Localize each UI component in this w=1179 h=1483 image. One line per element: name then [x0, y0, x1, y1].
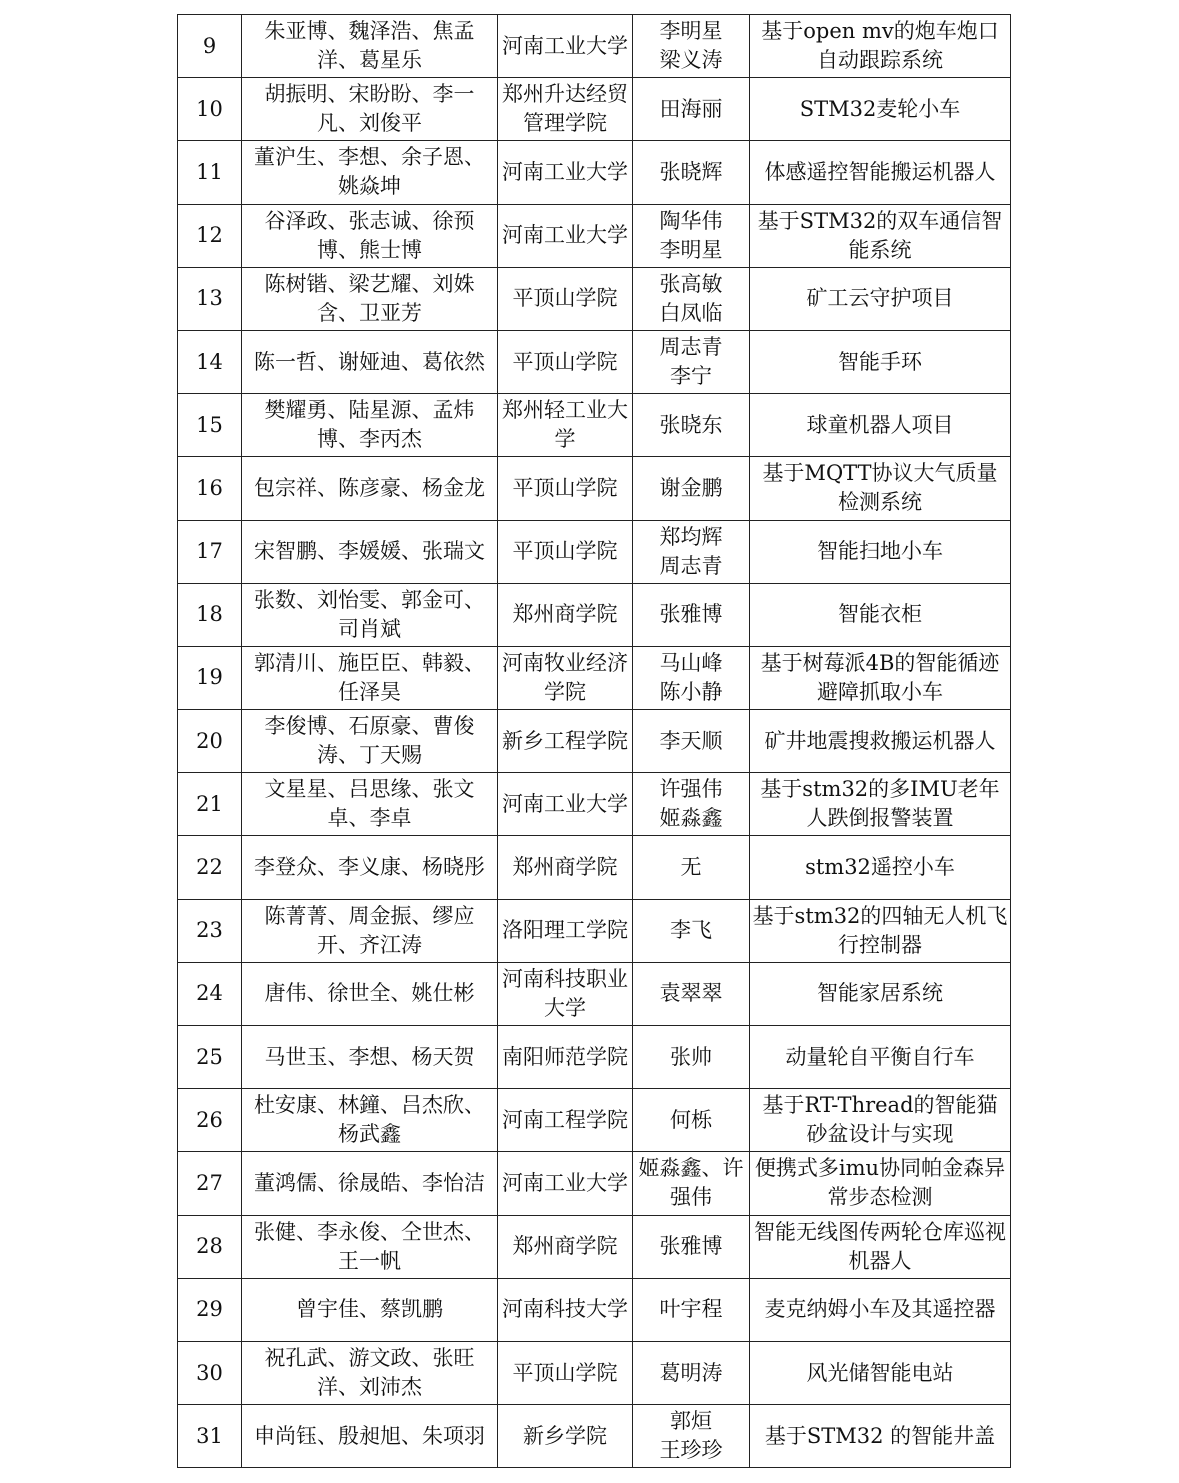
team-members-cell: 曾宇佳、蔡凯鹏 — [242, 1278, 498, 1341]
school-cell: 河南工业大学 — [498, 1152, 633, 1215]
project-name-cell: 智能扫地小车 — [750, 520, 1011, 583]
table-row — [178, 1026, 1011, 1089]
advisor-cell: 何栎 — [633, 1089, 750, 1152]
team-members-cell: 文星星、吕思缘、张文卓、李卓 — [242, 773, 498, 836]
row-number-cell: 17 — [178, 520, 242, 583]
advisor-cell: 无 — [633, 836, 750, 899]
table-row — [178, 15, 1011, 78]
table-row — [178, 78, 1011, 141]
table-row — [178, 457, 1011, 520]
row-number-cell: 13 — [178, 267, 242, 330]
advisor-cell: 袁翠翠 — [633, 962, 750, 1025]
project-name-cell: 基于stm32的四轴无人机飞行控制器 — [750, 899, 1011, 962]
table-row — [178, 836, 1011, 899]
school-cell: 河南工业大学 — [498, 773, 633, 836]
project-name-cell: 基于RT-Thread的智能猫砂盆设计与实现 — [750, 1089, 1011, 1152]
school-cell: 郑州升达经贸管理学院 — [498, 78, 633, 141]
row-number-cell: 9 — [178, 15, 242, 78]
team-members-cell: 樊耀勇、陆星源、孟炜博、李丙杰 — [242, 394, 498, 457]
advisor-cell: 姬淼鑫、许强伟 — [633, 1152, 750, 1215]
project-name-cell: 基于stm32的多IMU老年人跌倒报警装置 — [750, 773, 1011, 836]
row-number-cell: 22 — [178, 836, 242, 899]
advisor-cell: 葛明涛 — [633, 1341, 750, 1404]
advisor-cell: 周志青 李宁 — [633, 330, 750, 393]
school-cell: 平顶山学院 — [498, 267, 633, 330]
team-members-cell: 郭清川、施臣臣、韩毅、任泽昊 — [242, 646, 498, 709]
school-cell: 平顶山学院 — [498, 520, 633, 583]
row-number-cell: 26 — [178, 1089, 242, 1152]
project-name-cell: 动量轮自平衡自行车 — [750, 1026, 1011, 1089]
project-name-cell: 智能手环 — [750, 330, 1011, 393]
advisor-cell: 叶宇程 — [633, 1278, 750, 1341]
team-members-cell: 董沪生、李想、余子恩、姚焱坤 — [242, 141, 498, 204]
row-number-cell: 30 — [178, 1341, 242, 1404]
table-row — [178, 330, 1011, 393]
row-number-cell: 24 — [178, 962, 242, 1025]
project-name-cell: 矿工云守护项目 — [750, 267, 1011, 330]
team-members-cell: 张健、李永俊、仝世杰、王一帆 — [242, 1215, 498, 1278]
school-cell: 洛阳理工学院 — [498, 899, 633, 962]
advisor-cell: 张雅博 — [633, 1215, 750, 1278]
school-cell: 河南工业大学 — [498, 141, 633, 204]
table-row — [178, 962, 1011, 1025]
advisor-cell: 郑均辉 周志青 — [633, 520, 750, 583]
row-number-cell: 12 — [178, 204, 242, 267]
team-members-cell: 宋智鹏、李媛媛、张瑞文 — [242, 520, 498, 583]
advisor-cell: 李飞 — [633, 899, 750, 962]
row-number-cell: 20 — [178, 710, 242, 773]
project-name-cell: 矿井地震搜救搬运机器人 — [750, 710, 1011, 773]
team-members-cell: 李俊博、石原豪、曹俊涛、丁天赐 — [242, 710, 498, 773]
school-cell: 河南工程学院 — [498, 1089, 633, 1152]
row-number-cell: 10 — [178, 78, 242, 141]
project-name-cell: STM32麦轮小车 — [750, 78, 1011, 141]
table-row — [178, 1089, 1011, 1152]
advisor-cell: 张帅 — [633, 1026, 750, 1089]
team-members-cell: 谷泽政、张志诚、徐预博、熊士博 — [242, 204, 498, 267]
team-members-cell: 胡振明、宋盼盼、李一凡、刘俊平 — [242, 78, 498, 141]
table-row — [178, 141, 1011, 204]
project-name-cell: 基于STM32 的智能井盖 — [750, 1405, 1011, 1468]
school-cell: 平顶山学院 — [498, 1341, 633, 1404]
table-row — [178, 646, 1011, 709]
school-cell: 平顶山学院 — [498, 330, 633, 393]
school-cell: 郑州商学院 — [498, 1215, 633, 1278]
advisor-cell: 谢金鹏 — [633, 457, 750, 520]
table-row — [178, 773, 1011, 836]
school-cell: 河南科技大学 — [498, 1278, 633, 1341]
school-cell: 河南科技职业大学 — [498, 962, 633, 1025]
team-members-cell: 李登众、李义康、杨晓彤 — [242, 836, 498, 899]
project-name-cell: 智能无线图传两轮仓库巡视机器人 — [750, 1215, 1011, 1278]
row-number-cell: 15 — [178, 394, 242, 457]
table-row — [178, 1405, 1011, 1468]
team-members-cell: 包宗祥、陈彦豪、杨金龙 — [242, 457, 498, 520]
results-table-body — [178, 15, 1011, 1468]
results-table — [177, 14, 1011, 1468]
school-cell: 新乡学院 — [498, 1405, 633, 1468]
row-number-cell: 19 — [178, 646, 242, 709]
team-members-cell: 祝孔武、游文政、张旺洋、刘沛杰 — [242, 1341, 498, 1404]
row-number-cell: 23 — [178, 899, 242, 962]
school-cell: 郑州轻工业大学 — [498, 394, 633, 457]
advisor-cell: 张高敏 白凤临 — [633, 267, 750, 330]
team-members-cell: 陈菁菁、周金振、缪应开、齐江涛 — [242, 899, 498, 962]
table-row — [178, 899, 1011, 962]
project-name-cell: stm32遥控小车 — [750, 836, 1011, 899]
table-row — [178, 1152, 1011, 1215]
school-cell: 郑州商学院 — [498, 583, 633, 646]
team-members-cell: 朱亚博、魏泽浩、焦孟洋、葛星乐 — [242, 15, 498, 78]
advisor-cell: 田海丽 — [633, 78, 750, 141]
project-name-cell: 麦克纳姆小车及其遥控器 — [750, 1278, 1011, 1341]
table-row — [178, 520, 1011, 583]
row-number-cell: 16 — [178, 457, 242, 520]
project-name-cell: 体感遥控智能搬运机器人 — [750, 141, 1011, 204]
school-cell: 郑州商学院 — [498, 836, 633, 899]
table-row — [178, 394, 1011, 457]
row-number-cell: 14 — [178, 330, 242, 393]
team-members-cell: 杜安康、林鐘、吕杰欣、杨武鑫 — [242, 1089, 498, 1152]
project-name-cell: 智能衣柜 — [750, 583, 1011, 646]
project-name-cell: 智能家居系统 — [750, 962, 1011, 1025]
team-members-cell: 陈一哲、谢娅迪、葛依然 — [242, 330, 498, 393]
project-name-cell: 基于STM32的双车通信智能系统 — [750, 204, 1011, 267]
school-cell: 河南牧业经济学院 — [498, 646, 633, 709]
row-number-cell: 31 — [178, 1405, 242, 1468]
advisor-cell: 陶华伟 李明星 — [633, 204, 750, 267]
advisor-cell: 郭烜 王珍珍 — [633, 1405, 750, 1468]
team-members-cell: 马世玉、李想、杨天贺 — [242, 1026, 498, 1089]
advisor-cell: 李天顺 — [633, 710, 750, 773]
row-number-cell: 25 — [178, 1026, 242, 1089]
school-cell: 南阳师范学院 — [498, 1026, 633, 1089]
results-table-container — [177, 14, 1011, 1468]
team-members-cell: 陈树锴、梁艺耀、刘姝含、卫亚芳 — [242, 267, 498, 330]
advisor-cell: 张晓辉 — [633, 141, 750, 204]
advisor-cell: 张晓东 — [633, 394, 750, 457]
table-row — [178, 583, 1011, 646]
table-row — [178, 204, 1011, 267]
project-name-cell: 风光储智能电站 — [750, 1341, 1011, 1404]
team-members-cell: 董鸿儒、徐晟皓、李怡洁 — [242, 1152, 498, 1215]
row-number-cell: 29 — [178, 1278, 242, 1341]
school-cell: 平顶山学院 — [498, 457, 633, 520]
project-name-cell: 基于树莓派4B的智能循迹避障抓取小车 — [750, 646, 1011, 709]
table-row — [178, 710, 1011, 773]
row-number-cell: 18 — [178, 583, 242, 646]
row-number-cell: 11 — [178, 141, 242, 204]
team-members-cell: 唐伟、徐世全、姚仕彬 — [242, 962, 498, 1025]
table-row — [178, 1278, 1011, 1341]
team-members-cell: 申尚钰、殷昶旭、朱项羽 — [242, 1405, 498, 1468]
advisor-cell: 许强伟 姬淼鑫 — [633, 773, 750, 836]
table-row — [178, 267, 1011, 330]
advisor-cell: 李明星 梁义涛 — [633, 15, 750, 78]
table-row — [178, 1215, 1011, 1278]
row-number-cell: 27 — [178, 1152, 242, 1215]
school-cell: 河南工业大学 — [498, 15, 633, 78]
school-cell: 新乡工程学院 — [498, 710, 633, 773]
team-members-cell: 张数、刘怡雯、郭金可、司肖斌 — [242, 583, 498, 646]
project-name-cell: 基于open mv的炮车炮口自动跟踪系统 — [750, 15, 1011, 78]
project-name-cell: 基于MQTT协议大气质量检测系统 — [750, 457, 1011, 520]
project-name-cell: 球童机器人项目 — [750, 394, 1011, 457]
row-number-cell: 28 — [178, 1215, 242, 1278]
advisor-cell: 张雅博 — [633, 583, 750, 646]
school-cell: 河南工业大学 — [498, 204, 633, 267]
project-name-cell: 便携式多imu协同帕金森异常步态检测 — [750, 1152, 1011, 1215]
advisor-cell: 马山峰 陈小静 — [633, 646, 750, 709]
table-row — [178, 1341, 1011, 1404]
row-number-cell: 21 — [178, 773, 242, 836]
